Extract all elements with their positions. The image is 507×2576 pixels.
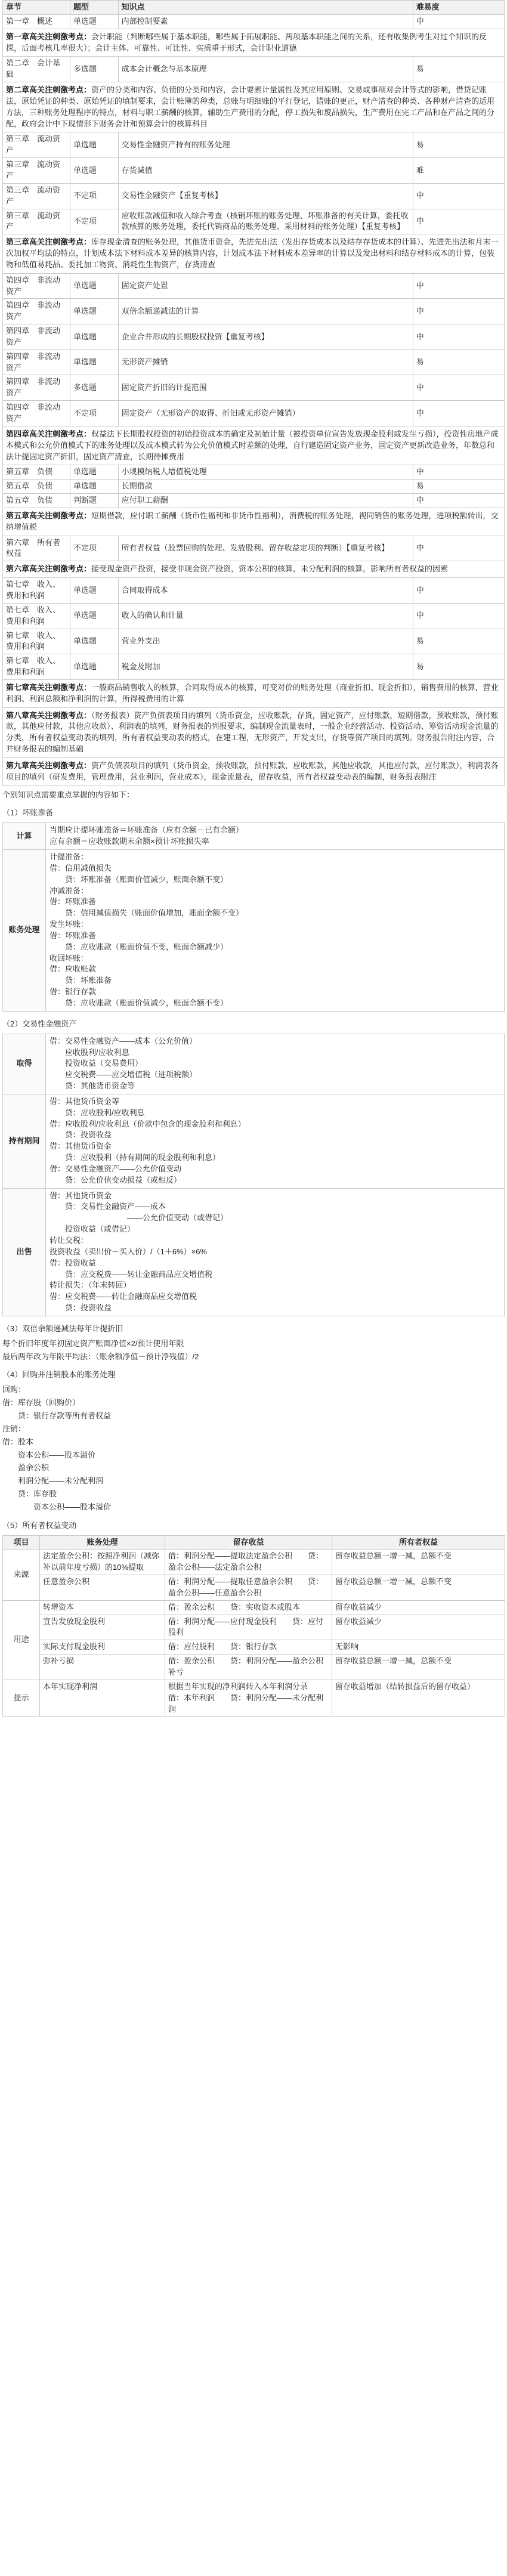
focus-note-title: 第九章高关注刺激考点： (6, 760, 92, 770)
bad-debt-label: 账务处理 (3, 850, 46, 1012)
journal-line: 投资收益（卖出价－买入价）/（1＋6%）×6% (50, 1247, 208, 1256)
table-row (3, 350, 505, 375)
equity-retained-cell: 根据当年实现的净利润转入本年利润分录 借：本年利润 贷：利润分配——未分配利润 (165, 1680, 332, 1717)
equity-source-label: 来源 (3, 1550, 40, 1600)
cell-question-type: 判断题 (70, 494, 118, 508)
equity-source-row (3, 1575, 505, 1601)
header-question-type: 题型 (70, 1, 118, 15)
equity-owner-cell: 留存收益总额一增一减，总额不变 (332, 1550, 505, 1575)
text-line: 贷：库存股 (2, 1489, 57, 1499)
journal-line: 借：坏账准备 (50, 930, 97, 940)
cell-question-type: 不定项 (70, 209, 118, 234)
trading-assets-row (3, 1094, 505, 1188)
journal-line: 应交税费——应交增值税（进项税额） (50, 1070, 197, 1080)
journal-line: 借：应交税费——转让金融商品应交增值税 (50, 1292, 197, 1301)
cell-question-type: 多选题 (70, 57, 118, 82)
cell-knowledge-point: 交易性金融资产持有的账务处理 (118, 132, 413, 158)
equity-withdraw-row (3, 1680, 505, 1717)
cell-question-type: 单选题 (70, 158, 118, 184)
journal-line: 借：银行存款 (50, 987, 97, 997)
focus-note-text: 资产负债表项目的填列（货币资金，预收账款，预付账款，应收账款，其他应收款，其他应付款，应付账款），利润表各项目的填列（研发费用，管理费用，营业利润，营业成本），现金流量表，留存收益，所有者权益变动表的编制，财务报表附注 (6, 760, 499, 781)
cell-chapter: 第二章 会计基础 (3, 57, 70, 82)
table-row (3, 401, 505, 426)
cell-difficulty: 易 (413, 132, 504, 158)
trading-assets-table (2, 1034, 505, 1316)
bad-debt-row (3, 850, 505, 1012)
bad-debt-table (2, 822, 505, 1012)
focus-note-row (3, 29, 505, 57)
equity-header-retained: 留存收益 (165, 1535, 332, 1550)
bad-debt-entries (46, 823, 505, 850)
focus-note-text: 一般商品销售收入的核算，合同取得成本的核算，可变对价的账务处理（商业折扣、现金折扣），销售费用的核算，营业利润、利润总额和净利润的计算，所得税费用的计算 (6, 682, 499, 703)
equity-accounting-cell: 任意盈余公积 (40, 1575, 165, 1601)
focus-note-row (3, 679, 505, 707)
cell-difficulty: 中 (413, 578, 504, 604)
journal-line: 借：信用减值损失 (50, 863, 112, 873)
equity-header-equity: 所有者权益 (332, 1535, 505, 1550)
equity-use-row (3, 1640, 505, 1655)
journal-line: 借：其他货币资金 (50, 1190, 112, 1200)
journal-line: 贷：坏账准备（账面价值减少，账面余额不变） (50, 874, 228, 884)
journal-line: 贷：其他货币资金等 (50, 1081, 135, 1091)
depreciation-heading: （3）双倍余额递减法每年计提折旧 (2, 1323, 123, 1333)
table-row (3, 209, 505, 234)
knowledge-point-table (2, 0, 505, 786)
focus-note-text: 接受现金资产投资，接受非现金资产投资，资本公积的核算，未分配利润的核算，影响所有者权益的因素 (91, 564, 449, 574)
equity-accounting-cell: 宣告发放现金股利 (40, 1615, 165, 1640)
equity-retained-cell: 借：盈余公积 贷：利润分配——盈余公积补亏 (165, 1655, 332, 1680)
focus-note-title: 第三章高关注刺激考点： (6, 237, 92, 247)
cell-difficulty: 中 (413, 324, 504, 350)
equity-accounting-cell: 法定盈余公积：按照净利润（减弥补以前年度亏损）的10%提取 (40, 1550, 165, 1575)
journal-line: 贷：应收股利/应收利息 (50, 1108, 145, 1117)
focus-note-row (3, 757, 505, 786)
cell-difficulty: 易 (413, 350, 504, 375)
equity-owner-cell: 留存收益总额一增一减，总额不变 (332, 1575, 505, 1601)
journal-line: 计提准备： (50, 852, 89, 861)
cell-chapter: 第五章 负债 (3, 480, 70, 494)
cell-knowledge-point: 合同取得成本 (118, 578, 413, 604)
journal-line: 贷：应交税费——转让金融商品应交增值税 (50, 1269, 213, 1279)
journal-line: 应有余额＝应收账款期末余额×预计坏账损失率 (50, 837, 209, 846)
cell-question-type: 单选题 (70, 324, 118, 350)
equity-accounting-cell: 转增资本 (40, 1600, 165, 1615)
cell-question-type: 不定项 (70, 183, 118, 209)
equity-source-row (3, 1550, 505, 1575)
trading-assets-body (3, 1034, 505, 1316)
journal-line: 借：坏账准备 (50, 897, 97, 907)
header-knowledge-point: 知识点 (118, 1, 413, 15)
journal-line: 贷：投资收益 (50, 1303, 112, 1313)
focus-note-cell (3, 679, 505, 707)
cell-knowledge-point: 双倍余额递减法的计算 (118, 299, 413, 324)
cell-question-type: 单选题 (70, 465, 118, 480)
header-difficulty: 难易度 (413, 1, 504, 15)
table-row (3, 629, 505, 654)
text-line: 资本公积——股本溢价 (2, 1502, 112, 1511)
cell-difficulty: 中 (413, 299, 504, 324)
bad-debt-entries (46, 850, 505, 1012)
cell-difficulty: 难 (413, 158, 504, 184)
cell-difficulty: 易 (413, 480, 504, 494)
equity-owner-cell: 留存收益减少 (332, 1615, 505, 1640)
bad-debt-body (3, 823, 505, 1012)
text-line: 资本公积——股本溢价 (2, 1450, 96, 1459)
cell-chapter: 第七章 收入、费用和利润 (3, 654, 70, 680)
cell-difficulty: 中 (413, 209, 504, 234)
cell-chapter: 第三章 流动资产 (3, 209, 70, 234)
focus-note-title: 第五章高关注刺激考点： (6, 511, 92, 520)
knowledge-point-body (3, 14, 505, 786)
table-row (3, 654, 505, 680)
journal-line: 借：交易性金融资产——成本（公允价值） (50, 1036, 197, 1046)
focus-note-text: 权益法下长期股权投资的初始投资成本的确定及初始计量（被投资单位宣告发放现金股利或发生亏损），投资性房地产成本模式和公允价值模式下的账务处理以及成本模式转为公允价值模式时差额的处理，自行建造固定资产业务，固定资产更新改造业务，年数总和法计提固定资产折旧，固定资产清查，长期待摊费用 (6, 429, 499, 461)
cell-chapter: 第一章 概述 (3, 14, 70, 29)
equity-accounting-cell: 实际支付现金股利 (40, 1640, 165, 1655)
cell-difficulty: 中 (413, 465, 504, 480)
journal-line: 发生坏账： (50, 920, 89, 929)
focus-note-cell (3, 508, 505, 536)
equity-header-accounting: 账务处理 (40, 1535, 165, 1550)
equity-change-body (3, 1550, 505, 1717)
cell-knowledge-point: 小规模纳税人增值税处理 (118, 465, 413, 480)
text-line: 贷：银行存款等所有者权益 (2, 1411, 112, 1420)
equity-retained-cell: 借：应付股利 贷：银行存款 (165, 1640, 332, 1655)
journal-line: 贷：交易性金融资产——成本 (50, 1202, 166, 1211)
intro-text: 个别知识点需要重点掌握的内容如下： (2, 790, 135, 799)
journal-line: 借：交易性金融资产——公允价值变动 (50, 1164, 182, 1173)
journal-line: 借：其他货币资金 (50, 1142, 112, 1151)
cell-chapter: 第四章 非流动资产 (3, 299, 70, 324)
focus-note-title: 第二章高关注刺激考点： (6, 85, 92, 95)
equity-header-row (3, 1535, 505, 1550)
bad-debt-heading: （1）坏账准备 (2, 808, 54, 818)
journal-line: 贷：坏账准备 (50, 976, 112, 985)
cell-question-type: 单选题 (70, 578, 118, 604)
journal-line: 贷：公允价值变动损益（或相反） (50, 1175, 182, 1185)
cell-chapter: 第三章 流动资产 (3, 132, 70, 158)
table-header-row (3, 1, 505, 15)
focus-note-title: 第四章高关注刺激考点： (6, 429, 92, 438)
table-row (3, 132, 505, 158)
cell-difficulty: 中 (413, 536, 504, 561)
journal-line: 投资收益（或借记） (50, 1224, 135, 1234)
cell-chapter: 第七章 收入、费用和利润 (3, 578, 70, 604)
cell-chapter: 第七章 收入、费用和利润 (3, 603, 70, 629)
cell-question-type: 单选题 (70, 480, 118, 494)
focus-note-cell (3, 426, 505, 465)
cell-knowledge-point: 应付职工薪酬 (118, 494, 413, 508)
cell-chapter: 第五章 负债 (3, 494, 70, 508)
cell-knowledge-point: 应收账款减值和收入综合考查（核销坏账的账务处理、坏账准备的有关计算，委托收款核算的账务处理，委托代销商品的账务处理、采用材料的账务处理）【重复考核】 (118, 209, 413, 234)
equity-withdraw-label: 提示 (3, 1680, 40, 1717)
table-row (3, 57, 505, 82)
equity-use-row (3, 1655, 505, 1680)
focus-note-text: 会计职能（判断哪些属于基本职能，哪些属于拓展职能、两项基本职能之间的关系，还有收集例考生对过个知识的反探，后面考核几率很大）；会计主体、可靠性、可比性、实质重于形式，会计职业道德 (6, 32, 487, 52)
table-row (3, 183, 505, 209)
equity-owner-cell: 留存收益减少 (332, 1600, 505, 1615)
journal-line: 当期应计提坏账准备＝坏账准备（应有余额－已有余额） (50, 825, 244, 835)
focus-note-cell (3, 757, 505, 786)
trading-assets-heading: （2）交易性金融资产 (2, 1019, 77, 1028)
journal-line: 贷：信用减值损失（账面价值增加，账面余额不变） (50, 908, 244, 918)
focus-note-text: 资产的分类和内容、负债的分类和内容，会计要素计量属性及其应用原则、交易或事项对会计等式的影响，借贷记账法，原始凭证的种类、原始凭证的填制要求，会计账簿的种类，总账与明细账的平行登记，错账的更正，财产清查的种类、各种财产清查的适用方法，三种账务处理程序的特点，材料与职工薪酬的核算，辅助生产费用的分配，停工损失和废品损失，生产费用在完工产品和在产品之间的分配，政府会计中下现情形下财务会计和预算会计的核算科目 (6, 85, 495, 128)
retained-heading: （5）所有者权益变动 (2, 1520, 77, 1530)
focus-note-row (3, 426, 505, 465)
cell-knowledge-point: 企业合并形成的长期股权投资【重复考核】 (118, 324, 413, 350)
cell-question-type: 单选题 (70, 603, 118, 629)
cell-difficulty: 中 (413, 273, 504, 299)
table-row (3, 465, 505, 480)
header-chapter: 章节 (3, 1, 70, 15)
depreciation-lines (2, 1338, 505, 1363)
table-row (3, 158, 505, 184)
journal-line: 贷：应收股利（持有期间的现金股利和利息） (50, 1153, 221, 1162)
focus-note-row (3, 234, 505, 274)
equity-use-row (3, 1615, 505, 1640)
cell-difficulty: 中 (413, 14, 504, 29)
trading-assets-entries (46, 1188, 505, 1316)
cell-difficulty: 中 (413, 494, 504, 508)
cell-question-type: 不定项 (70, 401, 118, 426)
journal-line: 冲减准备： (50, 886, 89, 895)
cell-question-type: 单选题 (70, 14, 118, 29)
cell-knowledge-point: 长期借款 (118, 480, 413, 494)
journal-line: 转让损失：（年末转回） (50, 1281, 131, 1290)
focus-note-text: 库存现金清查的账务处理，其他货币资金，先进先出法（发出存货成本以及结存存货成本的计算）、先进先出法和月末一次加权平均法的特点，计划成本法下材料成本差异的核算内容，计划成本法下材料成本差异率的计算以及发出材料和结存材料成本的计算，包装物和低值易耗品、委托加工物资、消耗性生物资产，存货清查 (6, 237, 499, 269)
journal-line: 借：应收账款 (50, 964, 97, 974)
equity-use-label: 用途 (3, 1600, 40, 1680)
table-row (3, 578, 505, 604)
cell-knowledge-point: 无形资产摊销 (118, 350, 413, 375)
trading-assets-label: 出售 (3, 1188, 46, 1316)
cell-knowledge-point: 固定资产（无形资产的取得、折旧或无形资产摊销） (118, 401, 413, 426)
equity-use-row (3, 1600, 505, 1615)
cell-difficulty: 易 (413, 629, 504, 654)
cell-knowledge-point: 税金及附加 (118, 654, 413, 680)
cell-knowledge-point: 成本会计概念与基本原理 (118, 57, 413, 82)
table-row (3, 324, 505, 350)
cell-knowledge-point: 固定资产折旧的计提范围 (118, 375, 413, 401)
text-line: 注销： (2, 1424, 26, 1433)
equity-retained-cell: 借：利润分配——提取法定盈余公积 贷：盈余公积——法定盈余公积 (165, 1550, 332, 1575)
text-line: 利润分配——未分配利润 (2, 1476, 104, 1486)
focus-note-title: 第一章高关注刺激考点： (6, 32, 92, 41)
cell-question-type: 单选题 (70, 654, 118, 680)
cell-question-type: 单选题 (70, 629, 118, 654)
cell-knowledge-point: 营业外支出 (118, 629, 413, 654)
text-line: 借：股本 (2, 1437, 34, 1446)
journal-line: 贷：应收账款（账面价值减少，账面余额不变） (50, 998, 228, 1007)
focus-note-cell (3, 29, 505, 57)
trading-assets-entries (46, 1034, 505, 1094)
trading-assets-entries (46, 1094, 505, 1188)
cell-difficulty: 中 (413, 183, 504, 209)
bad-debt-row (3, 823, 505, 850)
cell-difficulty: 易 (413, 57, 504, 82)
cell-knowledge-point: 所有者权益（股票回购的处理、发放股利、留存收益定项的判断）【重复考核】 (118, 536, 413, 561)
equity-change-table (2, 1535, 505, 1717)
table-row (3, 375, 505, 401)
cell-chapter: 第四章 非流动资产 (3, 375, 70, 401)
journal-line: 投资收益（交易费用） (50, 1059, 143, 1068)
equity-retained-cell: 借：盈余公积 贷：实收资本或股本 (165, 1600, 332, 1615)
cell-knowledge-point: 存货减值 (118, 158, 413, 184)
cell-knowledge-point: 交易性金融资产【重复考核】 (118, 183, 413, 209)
journal-line: ——公允价值变动（或借记） (50, 1213, 228, 1223)
cell-chapter: 第四章 非流动资产 (3, 350, 70, 375)
buyback-heading: （4）回购并注销股本的账务处理 (2, 1370, 116, 1380)
focus-note-cell (3, 82, 505, 132)
journal-line: 贷：投资收益 (50, 1130, 112, 1140)
cell-chapter: 第四章 非流动资产 (3, 273, 70, 299)
equity-retained-cell: 借：利润分配——提取任意盈余公积 贷：盈余公积——任意盈余公积 (165, 1575, 332, 1601)
cell-chapter: 第三章 流动资产 (3, 158, 70, 184)
cell-question-type: 单选题 (70, 273, 118, 299)
focus-note-text: （财务报表）资产负债表项目的填列（货币资金，应收账款，存货，固定资产，应付账款，短期借款，预收账款，预付账款，其他应付款，其他应收款）、利润表的填列，财务报表的列报要求，编制现金流量表时，一般企业经营活动、投资活动、筹资活动现金流量的分类，所有者权益变动表的填列，所有者权益变动表的格式，在建工程，无形资产，开发支出，存货等资产项目的填列。财务报告附注内容，合并财务报表的编制基础 (6, 710, 499, 754)
focus-note-row (3, 82, 505, 132)
journal-line: 借：投资收益 (50, 1258, 97, 1267)
journal-line: 借：应收股利/应收利息（价款中包含的现金股利和利息） (50, 1119, 246, 1128)
trading-assets-label: 持有期间 (3, 1094, 46, 1188)
cell-chapter: 第七章 收入、费用和利润 (3, 629, 70, 654)
cell-chapter: 第三章 流动资产 (3, 183, 70, 209)
buyback-lines (2, 1384, 505, 1513)
text-line: 借：库存股（回购价） (2, 1398, 81, 1408)
focus-note-title: 第七章高关注刺激考点： (6, 682, 92, 692)
table-row (3, 299, 505, 324)
table-row (3, 603, 505, 629)
cell-chapter: 第四章 非流动资产 (3, 401, 70, 426)
journal-line: 贷：应收账款（账面价值不变，账面余额减少） (50, 942, 228, 951)
table-row (3, 14, 505, 29)
focus-note-row (3, 707, 505, 757)
focus-note-row (3, 561, 505, 578)
focus-note-cell (3, 707, 505, 757)
text-line: 回购： (2, 1385, 26, 1394)
journal-line: 收回坏账： (50, 953, 89, 963)
cell-knowledge-point: 内部控制要素 (118, 14, 413, 29)
focus-note-row (3, 508, 505, 536)
equity-owner-cell: 留存收益增加（结转损益后的留存收益） (332, 1680, 505, 1717)
journal-line: 应收股利/应收利息 (50, 1047, 129, 1057)
cell-knowledge-point: 收入的确认和计量 (118, 603, 413, 629)
focus-note-cell (3, 561, 505, 578)
equity-header-item: 项目 (3, 1535, 40, 1550)
cell-difficulty: 中 (413, 603, 504, 629)
equity-accounting-cell: 本年实现净利润 (40, 1680, 165, 1717)
focus-note-cell (3, 234, 505, 274)
table-row (3, 494, 505, 508)
table-row (3, 480, 505, 494)
cell-chapter: 第六章 所有者权益 (3, 536, 70, 561)
cell-question-type: 不定项 (70, 536, 118, 561)
equity-retained-cell: 借：利润分配——应付现金股利 贷：应付股利 (165, 1615, 332, 1640)
cell-chapter: 第五章 负债 (3, 465, 70, 480)
bad-debt-label: 计算 (3, 823, 46, 850)
cell-question-type: 多选题 (70, 375, 118, 401)
cell-question-type: 单选题 (70, 132, 118, 158)
table-row (3, 536, 505, 561)
trading-assets-row (3, 1188, 505, 1316)
equity-owner-cell: 无影响 (332, 1640, 505, 1655)
cell-question-type: 单选题 (70, 299, 118, 324)
equity-accounting-cell: 弥补亏损 (40, 1655, 165, 1680)
table-row (3, 273, 505, 299)
equity-owner-cell: 留存收益总额一增一减，总额不变 (332, 1655, 505, 1680)
cell-question-type: 单选题 (70, 350, 118, 375)
focus-note-text: 短期借款，应付职工薪酬（货币性福利和非货币性福利），消费税的账务处理，视同销售的账务处理，进项税额转出，交纳增值税 (6, 511, 499, 531)
cell-difficulty: 中 (413, 401, 504, 426)
cell-knowledge-point: 固定资产处置 (118, 273, 413, 299)
journal-line: 转让交税： (50, 1236, 89, 1245)
trading-assets-row (3, 1034, 505, 1094)
text-line: 最后两年改为年限平均法：（账余额净值－预计净残值）/2 (2, 1352, 199, 1361)
text-line: 每个折旧年度年初固定资产账面净值×2/预计使用年限 (2, 1338, 184, 1348)
focus-note-title: 第八章高关注刺激考点： (6, 710, 92, 720)
journal-line: 借：其他货币资金等 (50, 1096, 120, 1106)
cell-difficulty: 中 (413, 375, 504, 401)
cell-chapter: 第四章 非流动资产 (3, 324, 70, 350)
trading-assets-label: 取得 (3, 1034, 46, 1094)
focus-note-title: 第六章高关注刺激考点： (6, 564, 92, 574)
text-line: 盈余公积 (2, 1463, 50, 1473)
cell-difficulty: 易 (413, 654, 504, 680)
